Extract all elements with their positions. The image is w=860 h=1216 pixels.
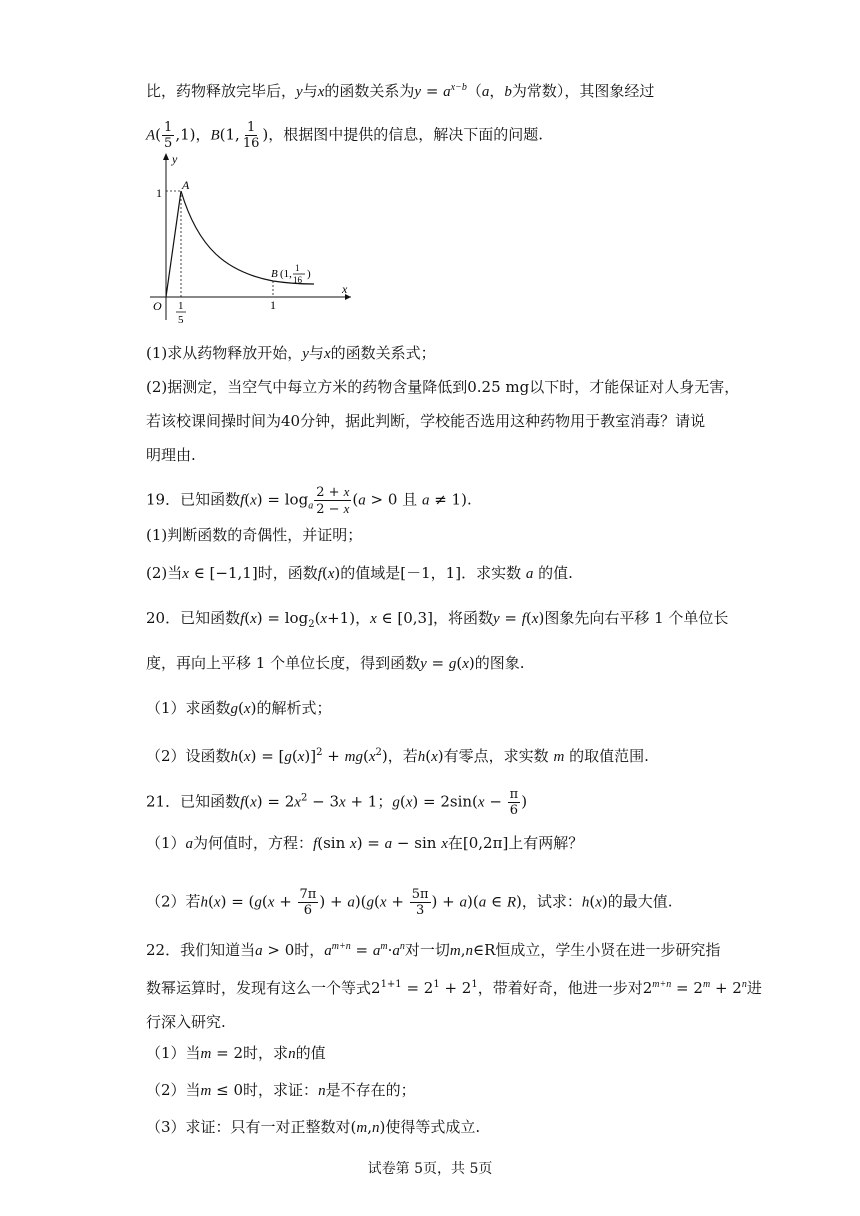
text: 进	[746, 979, 762, 997]
text: ，根据图中提供的信息，解决下面的问题.	[268, 125, 544, 144]
q18-part2	[146, 377, 739, 397]
q18-part2-cont	[146, 411, 705, 431]
text: (1)求从药物释放开始，	[146, 344, 303, 362]
var-x: x	[317, 84, 325, 100]
text: 是不存在的；	[325, 1081, 416, 1099]
q20-part1: （1）求函数g(x)的解析式；	[146, 699, 332, 717]
text: 度，再向上平移 1 个单位长度，得到函数	[146, 654, 421, 672]
x-tick-1: 1	[270, 298, 276, 312]
text: 为何值时，方程：	[193, 834, 314, 852]
text: 20．已知函数	[146, 609, 241, 627]
text: 的函数关系为	[324, 82, 415, 100]
text: 的函数关系式；	[330, 344, 436, 362]
text: 上有两解？	[508, 834, 584, 852]
text: 时，	[294, 941, 325, 959]
text: 与	[308, 344, 324, 362]
text: （2）设函数	[146, 747, 231, 765]
text: ，带着好奇，他进一步对	[477, 979, 643, 997]
text: 图象先向右平移 1 个单位长	[544, 609, 729, 627]
text: （2）当	[146, 1081, 201, 1099]
text: （2）若	[146, 892, 201, 911]
text: （1）当	[146, 1044, 201, 1062]
q20-stem-cont: 度，再向上平移 1 个单位长度，得到函数y = g(x)的图象.	[146, 654, 525, 672]
text: （	[466, 82, 482, 100]
text: 的图象.	[474, 654, 525, 672]
q22-part3: （3）求证：只有一对正整数对(m,n)使得等式成立.	[146, 1118, 481, 1136]
text: 的取值范围.	[569, 747, 649, 765]
text: 有零点，求实数	[443, 747, 549, 765]
text: (2)据测定，当空气中每立方米的药物含量降低到	[146, 378, 468, 396]
text: 数幂运算时，发现有这么一个等式	[146, 979, 372, 997]
text: 分钟，据此判断，学校能否选用这种药物用于教室消毒？请说	[300, 412, 706, 430]
text: 时，求证：	[243, 1081, 319, 1099]
text: ，将函数	[432, 609, 493, 627]
q19-part2: (2)当x ∈ [−1,1]时，函数f(x)的值域是[－1，1]．求实数 a 的值.	[146, 564, 573, 582]
text: 时，求	[243, 1044, 289, 1062]
q21-part2: （2）若h(x) = (g(x + $\frac{7\pi}{6}$ ) + a)(g(x + $\frac{5\pi}{3}$ ) + a)(a ∈ R)，试求：h(x)的最大值.	[146, 887, 673, 918]
q18-part2-end	[146, 445, 196, 465]
point-b-label: B	[210, 127, 220, 144]
point-b-frac-num: 1	[295, 263, 300, 273]
text: ；	[377, 792, 393, 811]
linear-segment	[166, 191, 181, 297]
x-axis-label: x	[342, 282, 348, 296]
text: 行深入研究.	[146, 1013, 226, 1031]
text: 若该校课间操时间为	[146, 412, 282, 430]
x-tick-frac-num: 1	[178, 300, 184, 312]
y-axis-arrow-icon	[163, 153, 169, 160]
text: 40	[281, 412, 301, 430]
text: 的值域是[－1，1]．求实数	[340, 564, 522, 582]
text: ，若	[387, 747, 418, 765]
q19-part1	[146, 525, 362, 545]
point-b: B	[271, 268, 278, 280]
y-axis-label: y	[172, 152, 178, 166]
text: ，试求：	[521, 892, 582, 911]
text: .	[466, 490, 472, 509]
text: 19．已知函数	[146, 490, 241, 509]
q20-part2: （2）设函数$h(x) = [g(x)]^2 + mg(x^2)$，若h(x)有零点，求实数 m 的取值范围.	[146, 747, 649, 765]
text: 在	[447, 834, 463, 852]
text: 的最大值.	[607, 892, 673, 911]
var-y: y	[296, 84, 303, 100]
text: 0.25 mg	[467, 378, 530, 396]
text: 比，药物释放完毕后，	[146, 82, 297, 100]
text: 使得等式成立.	[385, 1118, 481, 1136]
text: 恒成立，学生小贤在进一步研究指	[495, 941, 721, 959]
q18-part1: (1)求从药物释放开始，y与x的函数关系式；	[146, 344, 436, 362]
decay-graph	[146, 150, 356, 325]
problem18-intro-line2: A( $\frac{1}{5}$ ,1)，B(1, $\frac{1}{16}$ )，根据图中提供的信息，解决下面的问题.	[146, 120, 544, 151]
text: （1）求函数	[146, 699, 231, 717]
text: （3）求证：只有一对正整数对	[146, 1118, 351, 1136]
text: （1）	[146, 834, 186, 852]
y-tick-1: 1	[156, 186, 162, 200]
q22-part1: （1）当m = 2时，求n的值	[146, 1044, 326, 1062]
point-b-frac-den: 16	[293, 275, 302, 285]
point-b-coords: (1,	[280, 268, 292, 280]
point-b-close: )	[307, 268, 311, 280]
text: 的解析式；	[256, 699, 332, 717]
text: (2)当	[146, 564, 183, 582]
text: ，	[355, 609, 371, 627]
text: 的值	[295, 1044, 326, 1062]
text: 与	[302, 82, 318, 100]
text: 为常数），其图象经过	[511, 82, 655, 100]
page-footer: 试卷第 5页，共 5页	[367, 1161, 493, 1177]
formula-y-a-x-b: y	[414, 84, 422, 100]
text: 对一切	[404, 941, 450, 959]
text: 以下时，才能保证对人身无害，	[529, 378, 740, 396]
q19-stem: 19．已知函数$f(x) = \log_a$ $\frac{2 + x}{2 - x}$ (a > 0 且 a ≠ 1).	[146, 484, 472, 517]
text: 明理由.	[146, 446, 196, 464]
text: 时，函数	[257, 564, 318, 582]
q21-part1: （1）a为何值时，方程：f(sin x) = a − sin x在[0,2π]上有两解？	[146, 834, 584, 852]
q21-stem: 21．已知函数$f(x) = 2x^2 - 3x + 1$；g(x) = 2sin(x − $\frac{\pi}{6}$ )	[146, 787, 528, 818]
q22-stem: 22．我们知道当a > 0时，$a^{m+n} = a^m\cdot a^n$对一切m,n∈R恒成立，学生小贤在进一步研究指	[146, 941, 721, 959]
text: ，	[489, 82, 505, 100]
text: 22．我们知道当	[146, 941, 256, 959]
q22-part2: （2）当m ≤ 0时，求证：n是不存在的；	[146, 1081, 416, 1099]
q22-stem-cont: 数幂运算时，发现有这么一个等式$2^{1+1} = 2^1 + 2^1$，带着好奇，他进一步对$2^{m+n} = 2^m + 2^n$进	[146, 979, 762, 997]
origin-label: O	[153, 299, 162, 313]
point-a: A	[182, 178, 190, 192]
problem18-intro-line1: 比，药物释放完毕后，y与x的函数关系为$y = a^{x-b}(a$，b为常数），其图象经过	[146, 82, 655, 100]
text: 的值.	[538, 564, 573, 582]
point-a-label: A	[146, 127, 156, 144]
text: 21．已知函数	[146, 792, 241, 811]
q20-stem: 20．已知函数$f(x) = \log_2(x+1)$，x ∈ [0,3]，将函数y = f(x)图象先向右平移 1 个单位长	[146, 609, 729, 630]
text: (1)判断函数的奇偶性，并证明；	[146, 526, 363, 544]
q22-stem-end	[146, 1012, 226, 1032]
x-tick-frac-den: 5	[178, 314, 184, 325]
